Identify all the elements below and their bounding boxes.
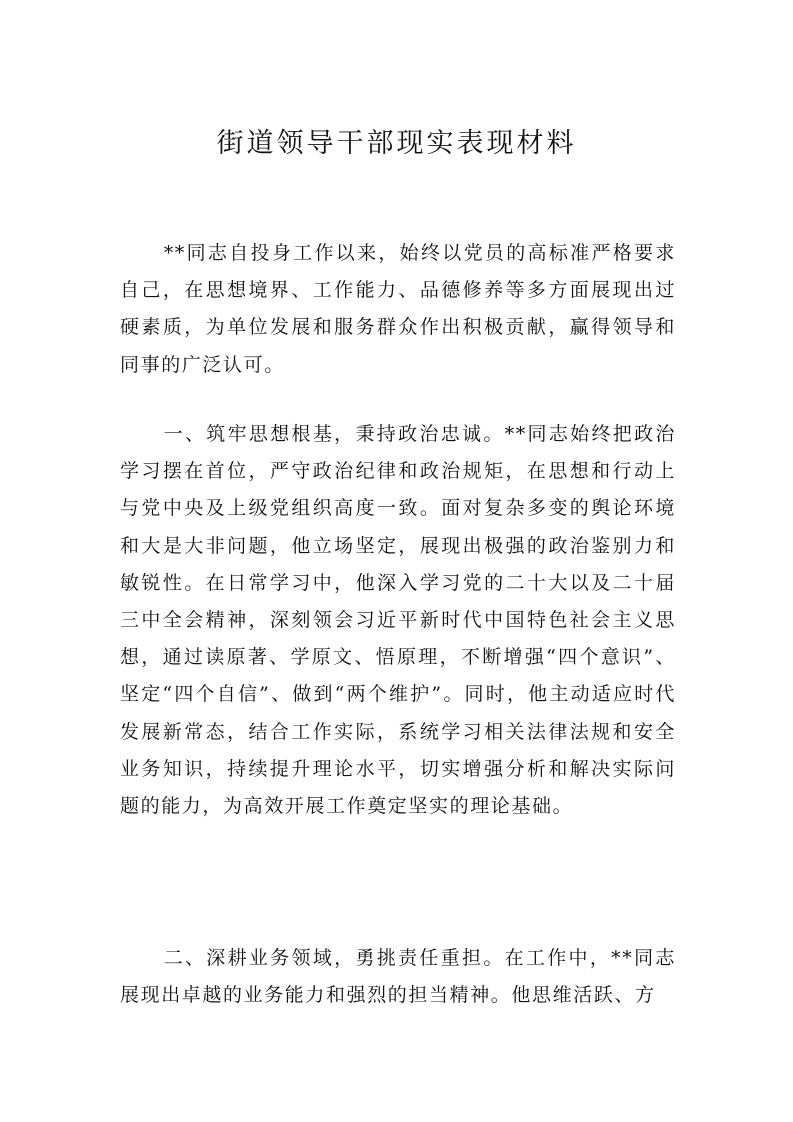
- section-two-paragraph: 二、深耕业务领域，勇挑责任重担。在工作中，**同志展现出卓越的业务能力和强烈的担当精神。他思维活跃、方: [120, 947, 676, 1007]
- section-one-paragraph: 一、筑牢思想根基，秉持政治忠诚。**同志始终把政治学习摆在首位，严守政治纪律和政治规矩，在思想和行动上与党中央及上级党组织高度一致。面对复杂多变的舆论环境和大是大非问题，他立场坚定，展现出极强的政治鉴别力和敏锐性。在日常学习中，他深入学习党的二十大以及二十届三中全会精神，深刻领会习近平新时代中国特色社会主义思想，通过读原著、学原文、悟原理，不断增强“四个意识”、坚定“四个自信”、做到“两个维护”。同时，他主动适应时代发展新常态，结合工作实际，系统学习相关法律法规和安全业务知识，持续提升理论水平，切实增强分析和解决实际问题的能力，为高效开展工作奠定坚实的理论基础。: [120, 423, 676, 818]
- intro-paragraph: **同志自投身工作以来，始终以党员的高标准严格要求自己，在思想境界、工作能力、品德修养等多方面展现出过硬素质，为单位发展和服务群众作出积极贡献，赢得领导和同事的广泛认可。: [120, 242, 676, 376]
- document-title: 街道领导干部现实表现材料: [216, 128, 577, 159]
